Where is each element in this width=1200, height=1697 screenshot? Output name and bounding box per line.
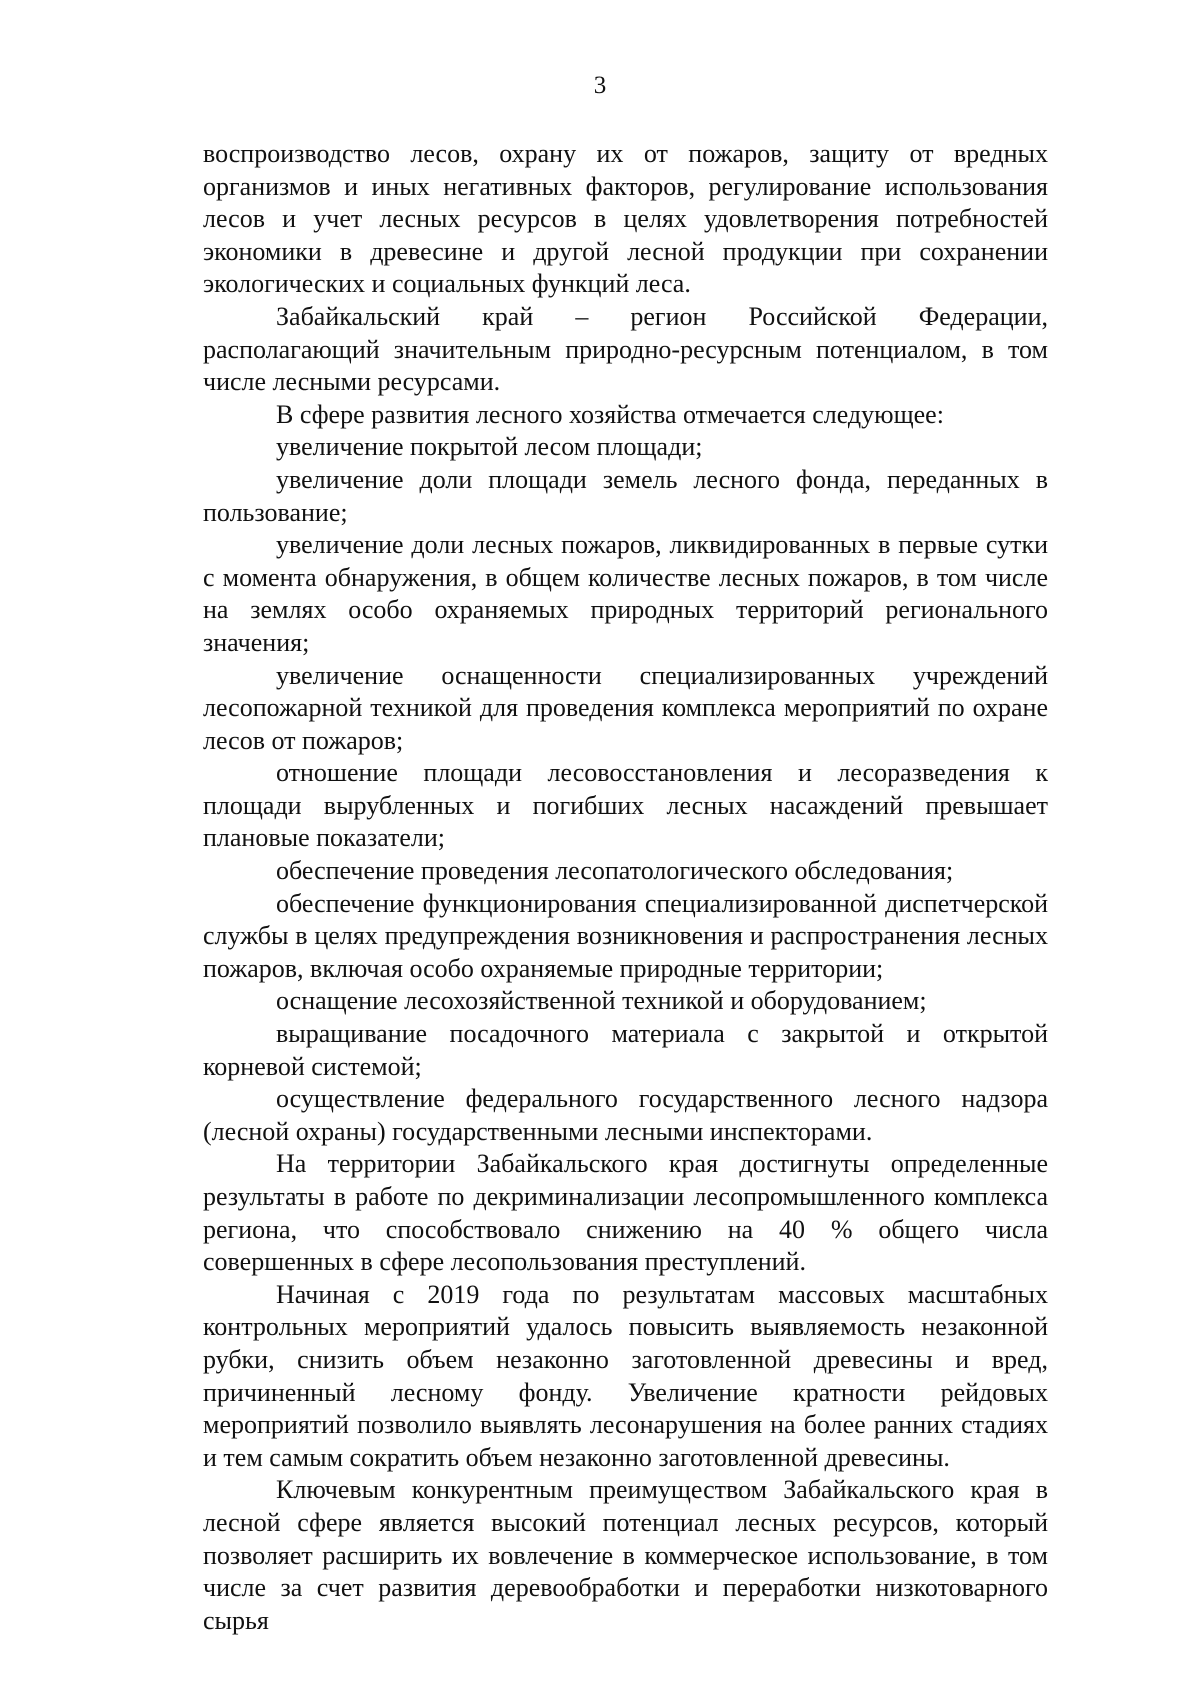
list-item: выращивание посадочного материала с закрытой и открытой корневой системой; xyxy=(203,1019,1048,1081)
paragraph-competitive-advantage: Ключевым конкурентным преимуществом Забайкальского края в лесной сфере является высокий потенциал лесных ресурсов, который позволяет расширить их вовлечение в коммерческое использование, в том числе за счет развития деревообработки и переработки низкотоварного сырья xyxy=(203,1475,1048,1635)
list-item: увеличение доли площади земель лесного фонда, переданных в пользование; xyxy=(203,464,1048,527)
paragraph-decriminalization: На территории Забайкальского края достигнуты определенные результаты в работе по декриминализации лесопромышленного комплекса региона, что способствовало снижению на 40 % общего числа совершенных в сфере лесопользования преступлений. xyxy=(203,1149,1048,1277)
list-item: осуществление федерального государственного лесного надзора (лесной охраны) государственными лесными инспекторами. xyxy=(203,1084,1048,1146)
page-number: 3 xyxy=(593,72,607,99)
list-item: обеспечение проведения лесопатологического обследования; xyxy=(276,856,954,886)
paragraph-continuation: воспроизводство лесов, охрану их от пожаров, защиту от вредных организмов и иных негативных факторов, регулирование использования лесов и учет лесных ресурсов в целях удовлетворения потребностей экономики в древесине и другой лесной продукции при сохранении экологических и социальных функций леса. xyxy=(203,139,1048,299)
list-item: увеличение доли лесных пожаров, ликвидированных в первые сутки с момента обнаружения, в общем количестве лесных пожаров, в том числе на землях особо охраняемых природных территорий регионального значения; xyxy=(203,530,1048,657)
list-item: оснащение лесохозяйственной техникой и оборудованием; xyxy=(276,986,927,1016)
list-item: увеличение оснащенности специализированных учреждений лесопожарной техникой для проведения комплекса мероприятий по охране лесов от пожаров; xyxy=(203,660,1048,755)
list-item: увеличение покрытой лесом площади; xyxy=(276,432,703,462)
paragraph-control-measures: Начиная с 2019 года по результатам массовых масштабных контрольных мероприятий удалось повысить выявляемость незаконной рубки, снизить объем незаконно заготовленной древесины и вред, причиненный лесному фонду. Увеличение кратности рейдовых мероприятий позволило выявлять лесонарушения на более ранних стадиях и тем самым сократить объем незаконно заготовленной древесины. xyxy=(203,1279,1048,1472)
paragraph-forestry-heading: В сфере развития лесного хозяйства отмечается следующее: xyxy=(276,399,944,429)
paragraph-region-intro: Забайкальский край – регион Российской Федерации, располагающий значительным природно-ресурсным потенциалом, в том числе лесными ресурсами. xyxy=(203,301,1048,397)
document-body xyxy=(203,138,1048,1637)
list-item: обеспечение функционирования специализированной диспетчерской службы в целях предупреждения возникновения и распространения лесных пожаров, включая особо охраняемые природные территории; xyxy=(203,888,1048,983)
list-item: отношение площади лесовосстановления и лесоразведения к площади вырубленных и погибших лесных насаждений превышает плановые показатели; xyxy=(203,758,1048,853)
